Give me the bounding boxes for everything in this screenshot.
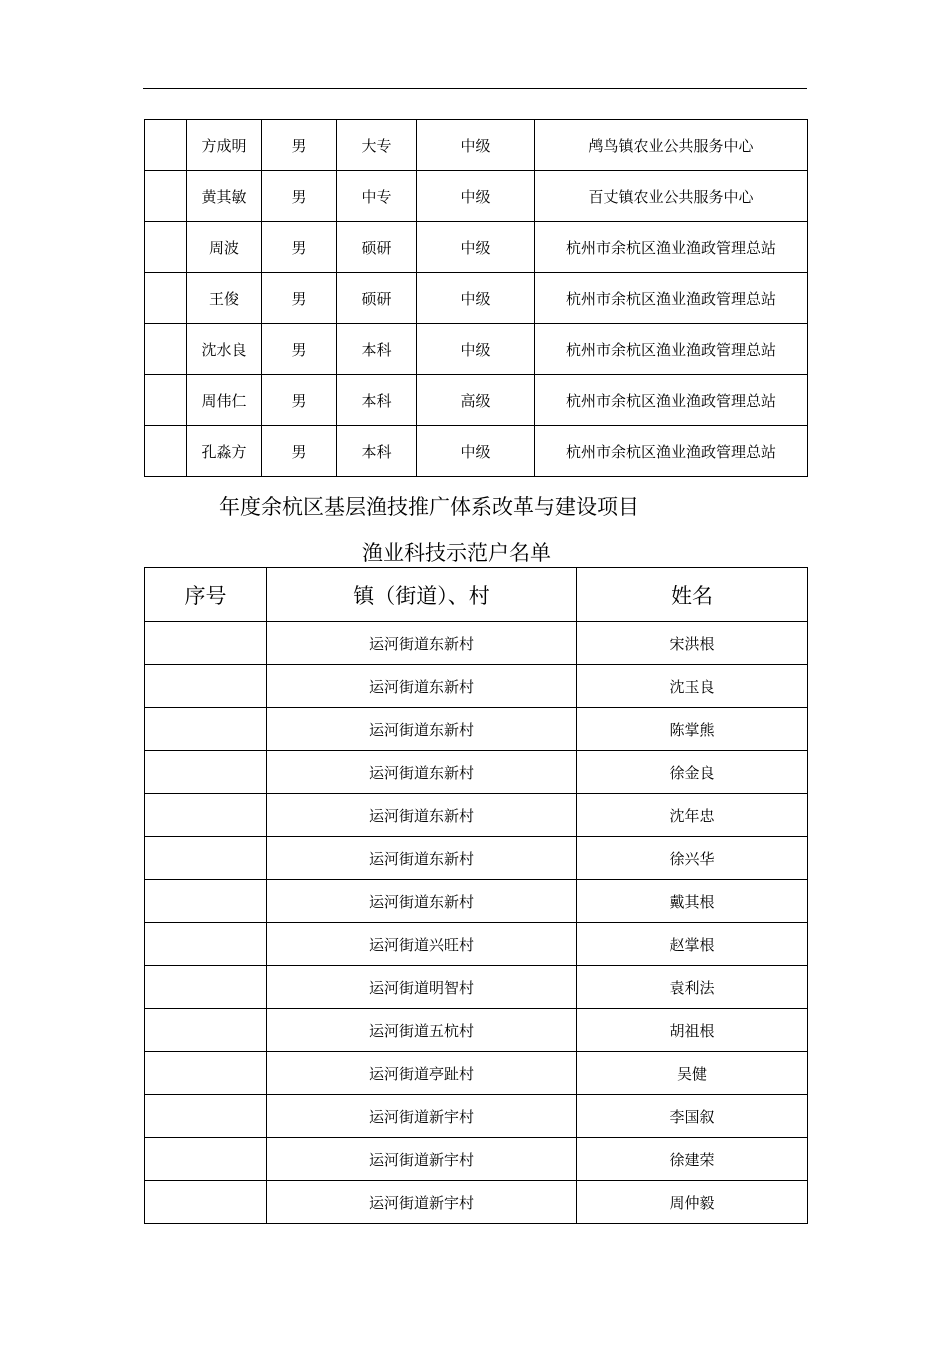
cell-name: 黄其敏 <box>187 171 262 222</box>
table-row <box>145 1095 808 1138</box>
cell-name: 王俊 <box>187 273 262 324</box>
cell-seq <box>145 222 187 273</box>
cell-name: 孔淼方 <box>187 426 262 477</box>
table-row <box>145 665 808 708</box>
cell-seq <box>145 622 267 665</box>
cell-town: 运河街道东新村 <box>267 665 577 708</box>
cell-name: 徐建荣 <box>577 1138 808 1181</box>
cell-education: 硕研 <box>337 222 417 273</box>
cell-seq <box>145 273 187 324</box>
table-row <box>145 171 808 222</box>
cell-unit: 杭州市余杭区渔业渔政管理总站 <box>535 324 808 375</box>
cell-title: 高级 <box>417 375 535 426</box>
cell-seq <box>145 794 267 837</box>
cell-name: 陈掌熊 <box>577 708 808 751</box>
cell-name: 徐金良 <box>577 751 808 794</box>
cell-town: 运河街道东新村 <box>267 751 577 794</box>
cell-gender: 男 <box>262 222 337 273</box>
cell-name: 周波 <box>187 222 262 273</box>
cell-unit: 杭州市余杭区渔业渔政管理总站 <box>535 375 808 426</box>
cell-title: 中级 <box>417 120 535 171</box>
cell-name: 戴其根 <box>577 880 808 923</box>
cell-town: 运河街道兴旺村 <box>267 923 577 966</box>
cell-name: 吴健 <box>577 1052 808 1095</box>
cell-seq <box>145 966 267 1009</box>
cell-name: 胡祖根 <box>577 1009 808 1052</box>
cell-seq <box>145 837 267 880</box>
cell-seq <box>145 1052 267 1095</box>
cell-education: 本科 <box>337 426 417 477</box>
cell-seq <box>145 171 187 222</box>
cell-town: 运河街道东新村 <box>267 794 577 837</box>
cell-name: 沈玉良 <box>577 665 808 708</box>
cell-title: 中级 <box>417 171 535 222</box>
demo-households-table <box>144 567 808 1224</box>
cell-seq <box>145 120 187 171</box>
table-row <box>145 751 808 794</box>
table-row <box>145 375 808 426</box>
cell-unit: 杭州市余杭区渔业渔政管理总站 <box>535 222 808 273</box>
cell-unit: 鸬鸟镇农业公共服务中心 <box>535 120 808 171</box>
cell-unit: 杭州市余杭区渔业渔政管理总站 <box>535 426 808 477</box>
staff-table <box>144 119 808 477</box>
table-row <box>145 923 808 966</box>
cell-seq <box>145 426 187 477</box>
table-header-row <box>145 568 808 622</box>
cell-seq <box>145 665 267 708</box>
cell-name: 李国叙 <box>577 1095 808 1138</box>
cell-title: 中级 <box>417 222 535 273</box>
cell-unit: 杭州市余杭区渔业渔政管理总站 <box>535 273 808 324</box>
cell-name: 沈水良 <box>187 324 262 375</box>
cell-gender: 男 <box>262 375 337 426</box>
cell-gender: 男 <box>262 120 337 171</box>
cell-education: 硕研 <box>337 273 417 324</box>
cell-seq <box>145 1181 267 1224</box>
cell-town: 运河街道东新村 <box>267 837 577 880</box>
table-row <box>145 1009 808 1052</box>
section-title-line2: 渔业科技示范户名单 <box>362 541 551 565</box>
cell-seq <box>145 375 187 426</box>
table-row <box>145 324 808 375</box>
header-seq: 序号 <box>145 568 267 622</box>
cell-gender: 男 <box>262 273 337 324</box>
cell-education: 本科 <box>337 324 417 375</box>
table-row <box>145 273 808 324</box>
cell-name: 周伟仁 <box>187 375 262 426</box>
table-row <box>145 966 808 1009</box>
cell-title: 中级 <box>417 273 535 324</box>
cell-name: 宋洪根 <box>577 622 808 665</box>
header-town: 镇（街道）、村 <box>267 568 577 622</box>
table-row <box>145 622 808 665</box>
cell-education: 本科 <box>337 375 417 426</box>
staff-table-body <box>145 120 808 477</box>
cell-town: 运河街道东新村 <box>267 708 577 751</box>
table-row <box>145 880 808 923</box>
header-rule <box>143 88 807 89</box>
cell-name: 沈年忠 <box>577 794 808 837</box>
table-row <box>145 120 808 171</box>
table-row <box>145 222 808 273</box>
cell-town: 运河街道东新村 <box>267 880 577 923</box>
table-row <box>145 708 808 751</box>
cell-seq <box>145 1009 267 1052</box>
cell-town: 运河街道新宇村 <box>267 1095 577 1138</box>
cell-seq <box>145 880 267 923</box>
cell-unit: 百丈镇农业公共服务中心 <box>535 171 808 222</box>
cell-seq <box>145 1138 267 1181</box>
cell-education: 中专 <box>337 171 417 222</box>
table-row <box>145 426 808 477</box>
cell-name: 赵掌根 <box>577 923 808 966</box>
table-row <box>145 1052 808 1095</box>
cell-seq <box>145 923 267 966</box>
table-row <box>145 837 808 880</box>
cell-town: 运河街道亭趾村 <box>267 1052 577 1095</box>
cell-seq <box>145 751 267 794</box>
cell-town: 运河街道明智村 <box>267 966 577 1009</box>
demo-table-body <box>145 622 808 1224</box>
cell-name: 徐兴华 <box>577 837 808 880</box>
cell-town: 运河街道新宇村 <box>267 1181 577 1224</box>
cell-gender: 男 <box>262 324 337 375</box>
cell-gender: 男 <box>262 171 337 222</box>
table-row <box>145 794 808 837</box>
cell-name: 方成明 <box>187 120 262 171</box>
cell-gender: 男 <box>262 426 337 477</box>
cell-seq <box>145 1095 267 1138</box>
cell-title: 中级 <box>417 426 535 477</box>
header-name: 姓名 <box>577 568 808 622</box>
cell-education: 大专 <box>337 120 417 171</box>
table-row <box>145 1181 808 1224</box>
cell-name: 袁利法 <box>577 966 808 1009</box>
cell-name: 周仲毅 <box>577 1181 808 1224</box>
cell-title: 中级 <box>417 324 535 375</box>
cell-town: 运河街道五杭村 <box>267 1009 577 1052</box>
table-row <box>145 1138 808 1181</box>
cell-town: 运河街道东新村 <box>267 622 577 665</box>
cell-town: 运河街道新宇村 <box>267 1138 577 1181</box>
cell-seq <box>145 324 187 375</box>
cell-seq <box>145 708 267 751</box>
section-title-line1: 年度余杭区基层渔技推广体系改革与建设项目 <box>219 495 639 519</box>
